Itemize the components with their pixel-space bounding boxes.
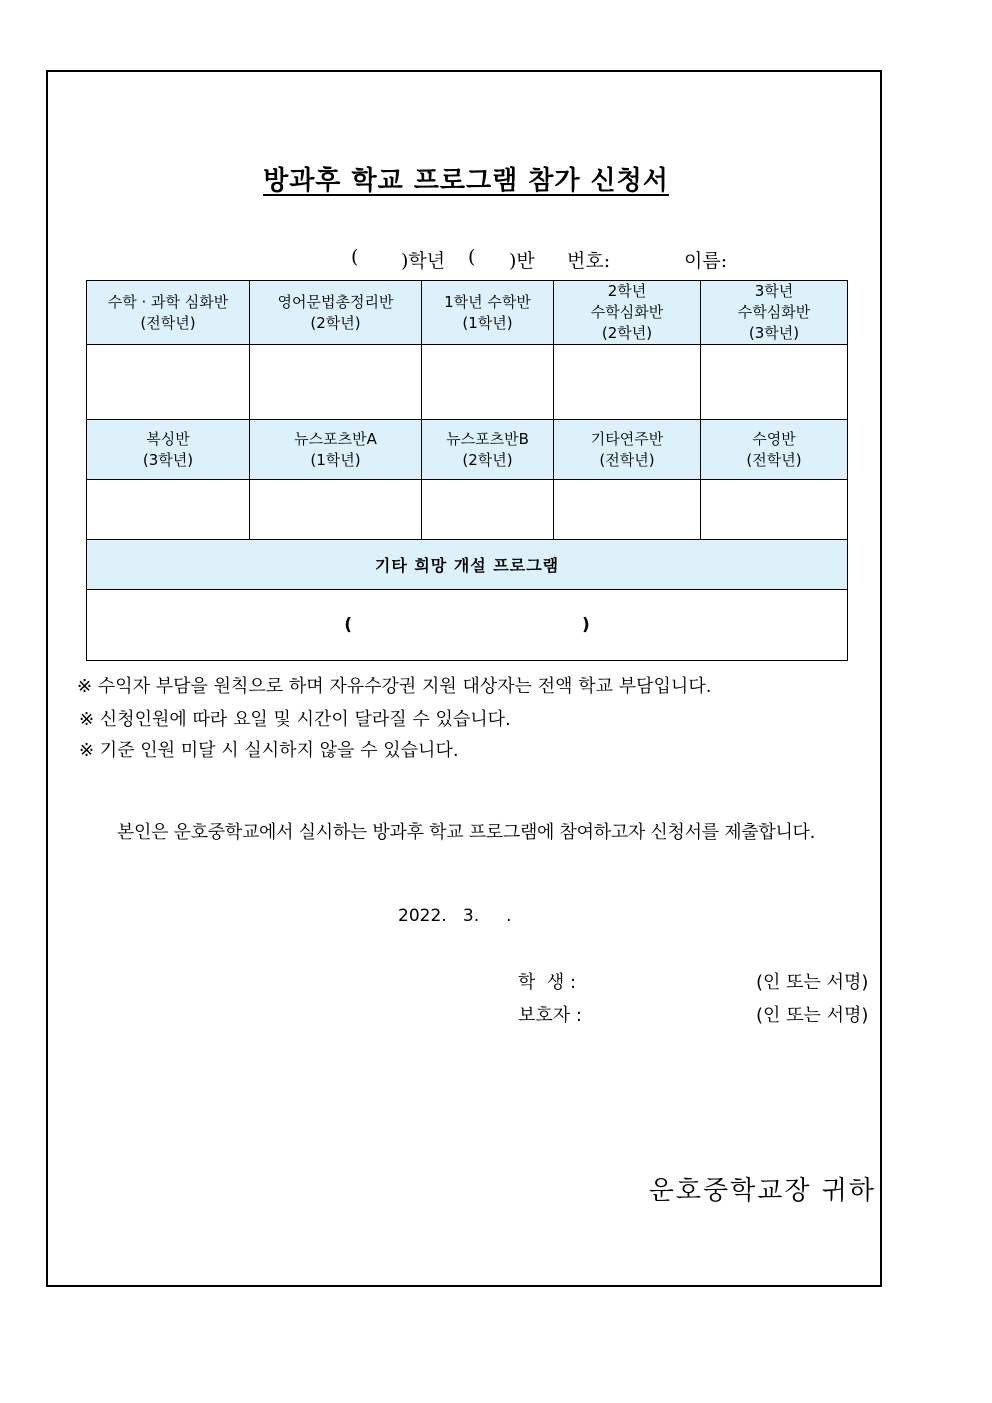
entry-cell-grade2-advanced-math[interactable] <box>554 345 701 420</box>
program-name: 수영반 <box>752 429 796 448</box>
entry-cell-boxing[interactable] <box>87 480 250 540</box>
program-name-line1: 2학년 <box>607 282 647 300</box>
program-entry-row-1 <box>87 345 848 420</box>
program-grade: (1학년) <box>310 450 361 469</box>
program-name-line2: 수학심화반 <box>737 303 811 321</box>
guardian-signature-label: 보호자 : <box>518 1005 582 1026</box>
name-label: 이름: <box>684 250 728 272</box>
paren-open: ( <box>344 615 352 635</box>
program-header-newsports-a <box>250 420 422 480</box>
program-name: 수학 · 과학 심화반 <box>107 292 229 311</box>
entry-cell-newsports-b[interactable] <box>422 480 554 540</box>
entry-cell-guitar[interactable] <box>554 480 701 540</box>
program-header-boxing <box>87 420 250 480</box>
number-label: 번호: <box>567 250 611 272</box>
paren-close: ) <box>582 615 590 635</box>
entry-cell-newsports-a[interactable] <box>250 480 422 540</box>
form-title-container <box>48 160 884 197</box>
program-name: 뉴스포츠반A <box>294 429 377 448</box>
entry-cell-grade1-math[interactable] <box>422 345 554 420</box>
program-name-line1: 3학년 <box>754 282 794 300</box>
program-name: 영어문법총정리반 <box>277 292 394 311</box>
guardian-signature-mark[interactable]: (인 또는 서명) <box>756 1005 869 1026</box>
other-program-header: 기타 희망 개설 프로그램 <box>87 540 848 590</box>
grade-open: ( <box>351 246 359 268</box>
program-name: 기타연주반 <box>590 429 664 448</box>
program-grade: (3학년) <box>142 450 194 469</box>
program-header-newsports-b <box>422 420 554 480</box>
class-label: )반 <box>509 250 535 272</box>
program-grade: (전학년) <box>746 450 802 469</box>
program-header-row-1 <box>87 281 848 345</box>
other-program-entry-row <box>87 590 848 661</box>
program-header-guitar <box>554 420 701 480</box>
program-header-math-science <box>87 281 250 345</box>
program-name-line2: 수학심화반 <box>590 303 664 321</box>
application-date: 2022. 3. . <box>398 906 512 926</box>
entry-cell-swimming[interactable] <box>701 480 848 540</box>
note-schedule: ※ 신청인원에 따라 요일 및 시간이 달라질 수 있습니다. <box>79 709 511 730</box>
grade-label: )학년 <box>401 250 446 272</box>
program-grade: (전학년) <box>599 450 655 469</box>
program-header-swimming <box>701 420 848 480</box>
program-header-english-grammar <box>250 281 422 345</box>
program-table <box>86 280 848 661</box>
declaration-text: 본인은 운호중학교에서 실시하는 방과후 학교 프로그램에 참여하고자 신청서를 제출합니다. <box>116 822 816 843</box>
program-header-grade2-advanced-math <box>554 281 701 345</box>
addressee: 운호중학교장 귀하 <box>648 1176 876 1206</box>
application-form <box>46 70 882 1287</box>
program-header-grade1-math <box>422 281 554 345</box>
entry-cell-math-science[interactable] <box>87 345 250 420</box>
class-open: ( <box>468 246 476 268</box>
student-signature-mark[interactable]: (인 또는 서명) <box>756 972 869 993</box>
program-grade: (2학년) <box>310 313 361 332</box>
entry-cell-english-grammar[interactable] <box>250 345 422 420</box>
program-grade: (전학년) <box>140 313 196 332</box>
form-title: 방과후 학교 프로그램 참가 신청서 <box>263 166 669 196</box>
other-program-header-row <box>87 540 848 590</box>
entry-cell-grade3-advanced-math[interactable] <box>701 345 848 420</box>
other-program-entry-cell[interactable] <box>87 590 848 661</box>
program-grade: (2학년) <box>601 324 653 342</box>
program-header-grade3-advanced-math <box>701 281 848 345</box>
program-name: 복싱반 <box>146 429 190 448</box>
program-entry-row-2 <box>87 480 848 540</box>
program-grade: (1학년) <box>462 313 513 332</box>
program-name: 1학년 수학반 <box>444 292 531 311</box>
note-minimum: ※ 기준 인원 미달 시 실시하지 않을 수 있습니다. <box>79 740 459 761</box>
program-grade: (3학년) <box>748 324 800 342</box>
program-header-row-2 <box>87 420 848 480</box>
student-signature-label: 학 생 : <box>518 972 577 993</box>
program-name: 뉴스포츠반B <box>446 429 529 448</box>
program-grade: (2학년) <box>462 450 513 469</box>
note-fee: ※ 수익자 부담을 원칙으로 하며 자유수강권 지원 대상자는 전액 학교 부담입니다. <box>77 676 712 697</box>
